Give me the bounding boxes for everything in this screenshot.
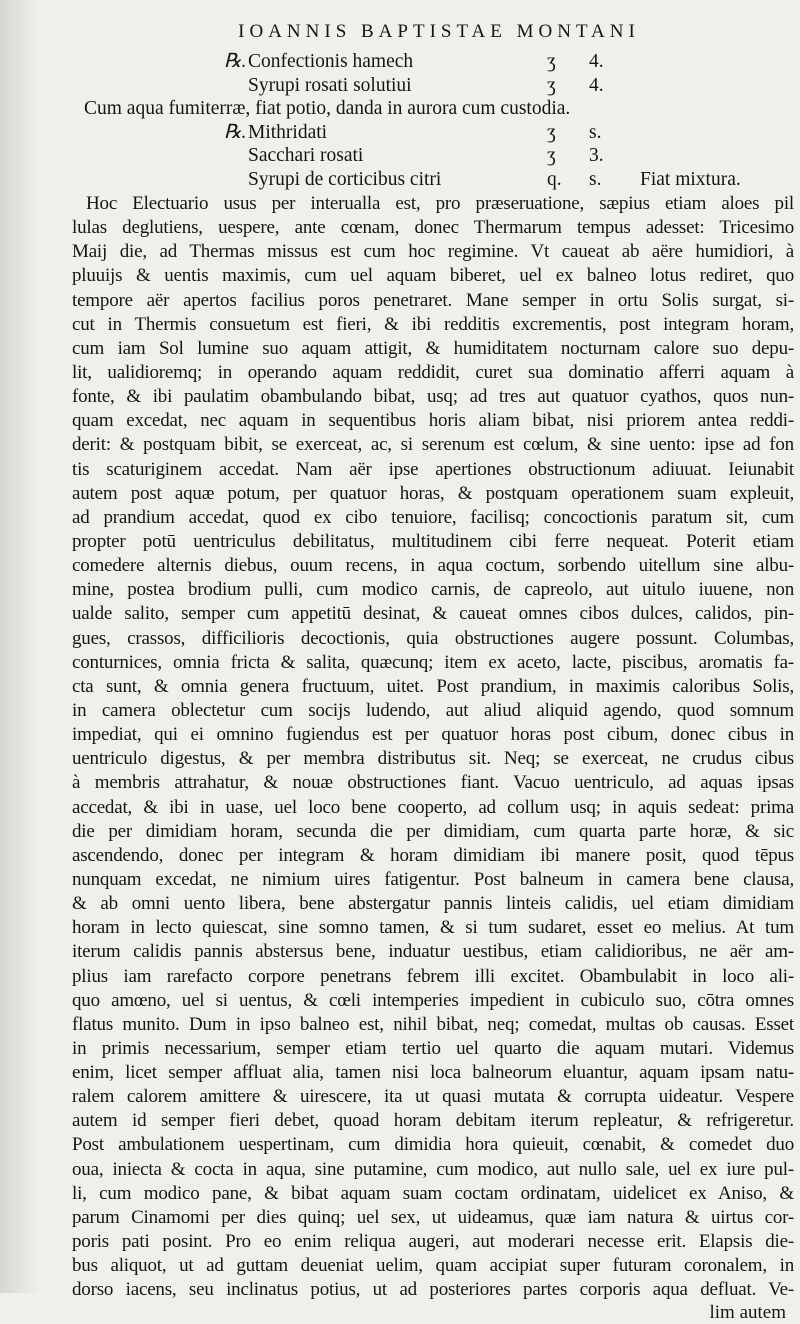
text-line: quam excedat, nec aquam in sequentibus horis aliam bibat, nisi priorem antea reddi- xyxy=(72,410,794,432)
text-line: autem post aquæ potum, per quatuor horas, & postquam operationem suam expleuit, xyxy=(72,482,794,504)
text-line: ascendendo, donec per integram & horam dimidiam ibi manere posit, quod tēpus xyxy=(72,844,794,866)
text-line: nunquam excedat, ne nimium uires fatigentur. Post balneum in camera bene clausa, xyxy=(72,868,794,890)
recipe-unit: ʒ xyxy=(547,74,556,96)
text-line: pluuijs & uentis maximis, cum uel aquam biberet, uel ex balneo lotus rediret, quo xyxy=(72,265,794,287)
text-line: in primis necessarium, semper etiam tertio uel quarto die aquam mutari. Videmus xyxy=(72,1037,794,1059)
text-line: in camera oblectetur cum socijs ludendo, aut aliud aliquid agendo, quod somnum xyxy=(72,699,794,721)
text-line: iterum calidis pannis abstersus bene, induatur uestibus, etiam calidioribus, ne aër am- xyxy=(72,941,794,963)
text-line: Hoc Electuario usus per interualla est, pro præseruatione, sæpius etiam aloes pil xyxy=(86,193,794,214)
text-line: ualde salito, semper cum appetitū desinat, & caueat omnes cibos dulces, calidos, pin- xyxy=(72,603,794,625)
recipe-quantity: 3. xyxy=(589,145,604,166)
text-line: tempore aër apertos facilius poros penetraret. Mane semper in ortu Solis surgat, si- xyxy=(72,289,794,311)
text-line: lit, ualidioremq; in operando aquam reddidit, curet sua dominatio afferri aquam à xyxy=(72,361,794,383)
text-line: flatus munito. Dum in ipso balneo est, nihil bibat, neq; comedat, multas ob causas. Esset xyxy=(72,1013,794,1035)
text-line: à membris attrahatur, & nouæ obstructiones fiant. Vacuo uentriculo, ad aquas ipsas xyxy=(72,772,794,794)
text-line: dorso iacens, seu inclinatus potius, ut ad posteriores partes corporis aqua defluat. Ve- xyxy=(72,1279,794,1301)
text-line: conturnices, omnia fricta & salita, quæcunq; item ex aceto, lacte, piscibus, aromatis fa- xyxy=(72,651,794,673)
text-line: ad prandium accedat, quod ex cibo tenuiore, facilisq; concoctionis paratum sit, cum xyxy=(72,506,794,528)
text-line: poris pati posint. Pro eo enim reliqua augeri, aut moderari necesse erit. Elapsis die- xyxy=(72,1231,794,1253)
recipe-unit: ʒ xyxy=(547,51,556,72)
text-line: Maij die, ad Thermas missus est cum hoc regimine. Vt caueat ab aëre humidiori, à xyxy=(72,241,794,263)
text-line: impediat, qui ei omnino fugiendus est per quatuor horas post cibum, donec cibus in xyxy=(72,724,794,746)
text-line: horam in lecto quiescat, sine somno tamen, & si tum sudaret, esset eo melius. At tum xyxy=(72,917,794,939)
text-line: derit: & postquam bibit, se exerceat, ac, si serenum est cœlum, & sine uento: ipse ad fon xyxy=(72,434,794,456)
recipe-ingredient: Sacchari rosati xyxy=(248,145,364,166)
text-line: autem id semper fieri debet, quoad horam debitam iterum repleatur, & refrigeretur. xyxy=(72,1110,794,1132)
text-line: uentriculo digestus, & per membra distributus sit. Neq; se exerceat, ne crudus cibus xyxy=(72,748,794,770)
recipe-quantity: 4. xyxy=(589,51,604,72)
recipe-unit: ʒ xyxy=(547,121,556,143)
text-line: accedat, & ibi in uase, uel loco bene cooperto, ad collum usq; in aquis sedeat: prima xyxy=(72,796,794,818)
recipe-symbol: ℞. xyxy=(224,51,247,72)
recipe-line xyxy=(84,74,794,98)
text-line: cum iam Sol lumine suo aquam attigit, & humiditatem nocturnam calore suo depu- xyxy=(72,337,794,359)
text-line: parum Cinamomi per dies quinq; uel sex, ut uideamus, quæ iam natura & uirtus cor- xyxy=(72,1206,794,1228)
body-text xyxy=(72,192,794,1302)
recipe-line xyxy=(84,121,794,145)
recipe-unit: ʒ xyxy=(547,145,556,166)
recipe-ingredient: Syrupi de corticibus citri xyxy=(248,168,442,190)
recipe-quantity: s. xyxy=(589,121,602,143)
recipe-line xyxy=(84,144,794,168)
recipe-note: Fiat mixtura. xyxy=(640,168,741,190)
text-line: die per dimidiam horam, secunda die per dimidiam, cum quarta parte horæ, & sic xyxy=(72,820,794,842)
recipe-line xyxy=(84,97,794,121)
recipe-quantity: s. xyxy=(589,168,602,190)
recipe-ingredient: Mithridati xyxy=(248,121,328,143)
recipe-ingredient: Confectionis hamech xyxy=(248,51,414,72)
catchword: lim autem xyxy=(709,1302,786,1324)
text-line: lulas deglutiens, uespere, ante cœnam, donec Thermarum tempus adesset: Tricesimo xyxy=(72,217,794,239)
gutter-shadow xyxy=(0,0,40,1293)
text-line: quo amœno, uel si uentus, & cœli intemperies impedient in cubiculo suo, cōtra omnes xyxy=(72,989,794,1011)
recipe-ingredient: Syrupi rosati solutiui xyxy=(248,74,412,96)
text-line: cut in Thermis consuetum est fieri, & ibi redditis excrementis, post integram horam, xyxy=(72,313,794,335)
text-line: enim, licet semper affluat alia, tamen nisi loca balneorum eluantur, aquam ipsam natu- xyxy=(72,1062,794,1084)
text-line: cta sunt, & omnia genera fructuum, uitet. Post prandium, in maximis caloribus Solis, xyxy=(72,675,794,697)
text-line: gues, crassos, difficilioris decoctionis, quia obstructiones augere possunt. Columbas, xyxy=(72,627,794,649)
text-line: li, cum modico pane, & bibat aquam suam coctam ordinatam, uidelicet ex Aniso, & xyxy=(72,1182,794,1204)
text-line: comedere alternis diebus, ouum recens, in aqua coctum, sorbendo uitellum sine albu- xyxy=(72,555,794,577)
text-line: oua, iniecta & cocta in aqua, sine putamine, cum modico, aut nullo sale, uel ex iure pul- xyxy=(72,1158,794,1180)
text-line: plius iam rarefacto corpore penetrans febrem illi excitet. Obambulabit in loco ali- xyxy=(72,965,794,987)
recipe-symbol: ℞. xyxy=(224,121,247,143)
text-line: propter potū uentriculus debilitatus, multitudinem cibi ferre nequeat. Poterit etiam xyxy=(72,530,794,552)
text-line: ralem calorem amittere & uirescere, ita ut quasi mutata & corrupta uideatur. Vespere xyxy=(72,1086,794,1108)
text-line: mine, postea brodium pulli, cum modico carnis, de capreolo, aut uitulo iuuene, non xyxy=(72,579,794,601)
text-line: bus aliquot, ut ad guttam deueniat uelim, quam accipiat super futuram coronalem, in xyxy=(72,1255,794,1277)
text-line: Post ambulationem uespertinam, cum dimidia hora quieuit, cœnabit, & comedet duo xyxy=(72,1134,794,1156)
text-line: tis scaturiginem accedat. Nam aër ipse apertiones obstructionum adiuuat. Ieiunabit xyxy=(72,458,794,480)
recipe-quantity: 4. xyxy=(589,74,604,96)
recipe-line xyxy=(84,50,794,74)
recipe-line xyxy=(84,168,794,192)
text-line: fonte, & ibi paulatim obambulando bibat, usq; ad tres aut quatuor cyathos, quos nun- xyxy=(72,386,794,408)
recipe-block xyxy=(84,50,794,191)
recipe-unit: q. xyxy=(547,168,562,190)
running-head: IOANNIS BAPTISTAE MONTANI xyxy=(238,21,640,42)
text-line: & ab omni uento libera, bene abstergatur pannis linteis calidis, uel etiam dimidiam xyxy=(72,893,794,915)
recipe-ingredient: Cum aqua fumiterræ, fiat potio, danda in aurora cum custodia. xyxy=(84,98,571,119)
